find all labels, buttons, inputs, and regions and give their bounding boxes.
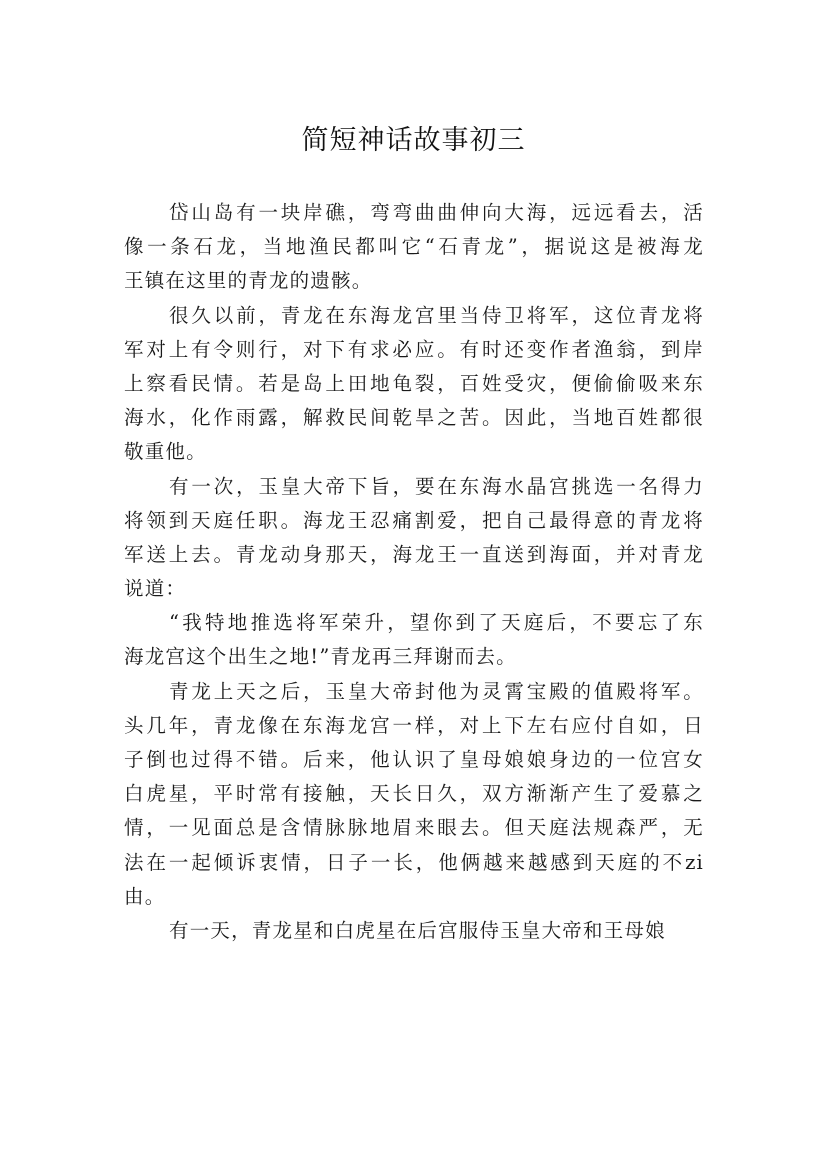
- paragraph: [124, 675, 704, 914]
- text-line: 有一天，青龙星和白虎星在后宫服侍玉皇大帝和王母娘: [169, 918, 666, 942]
- text-line: 由。: [124, 884, 166, 908]
- text-line: 像一条石龙，当地渔民都叫它“石青龙”，据说这是被海龙: [124, 235, 704, 259]
- text-line: 子倒也过得不错。后来，他认识了皇母娘娘身边的一位宫女: [124, 748, 704, 771]
- text-line: 海龙宫这个出生之地!”青龙再三拜谢而去。: [124, 645, 517, 669]
- text-line: 军送上去。青龙动身那天，海龙王一直送到海面，并对青龙: [124, 542, 704, 566]
- document-body: [124, 196, 704, 948]
- paragraph: [124, 606, 704, 674]
- text-line: 军对上有令则行，对下有求必应。有时还变作者渔翁，到岸: [124, 337, 704, 361]
- text-line: 头几年，青龙像在东海龙宫一样，对上下左右应付自如，日: [124, 713, 704, 737]
- text-line: 海水，化作雨露，解救民间乾旱之苦。因此，当地百姓都很: [124, 406, 704, 430]
- text-line: 将领到天庭任职。海龙王忍痛割爱，把自己最得意的青龙将: [124, 508, 704, 532]
- text-line: 有一次，玉皇大帝下旨，要在东海水晶宫挑选一名得力: [169, 474, 704, 498]
- text-line: 法在一起倾诉衷情，日子一长，他俩越来越感到天庭的不zi: [124, 850, 704, 874]
- text-line: 岱山岛有一块岸礁，弯弯曲曲伸向大海，远远看去，活: [169, 201, 704, 224]
- text-line: 上察看民情。若是岛上田地龟裂，百姓受灾，便偷偷吸来东: [124, 371, 704, 395]
- text-line: 很久以前，青龙在东海龙宫里当侍卫将军，这位青龙将: [169, 303, 704, 327]
- paragraph: [124, 196, 704, 299]
- paragraph: [124, 299, 704, 470]
- paragraph: [124, 914, 704, 948]
- document-title: 简短神话故事初三: [301, 125, 526, 157]
- text-line: 情，一见面总是含情脉脉地眉来眼去。但天庭法规森严，无: [124, 816, 704, 840]
- paragraph: [124, 470, 704, 607]
- text-line: “我特地推选将军荣升，望你到了天庭后，不要忘了东: [169, 611, 704, 635]
- text-line: 敬重他。: [124, 440, 207, 464]
- text-line: 说道：: [124, 577, 187, 601]
- text-line: 白虎星，平时常有接触，天长日久，双方渐渐产生了爱慕之: [124, 782, 704, 806]
- text-line: 王镇在这里的青龙的遗骸。: [124, 269, 373, 293]
- text-line: 青龙上天之后，玉皇大帝封他为灵霄宝殿的值殿将军。: [169, 679, 704, 703]
